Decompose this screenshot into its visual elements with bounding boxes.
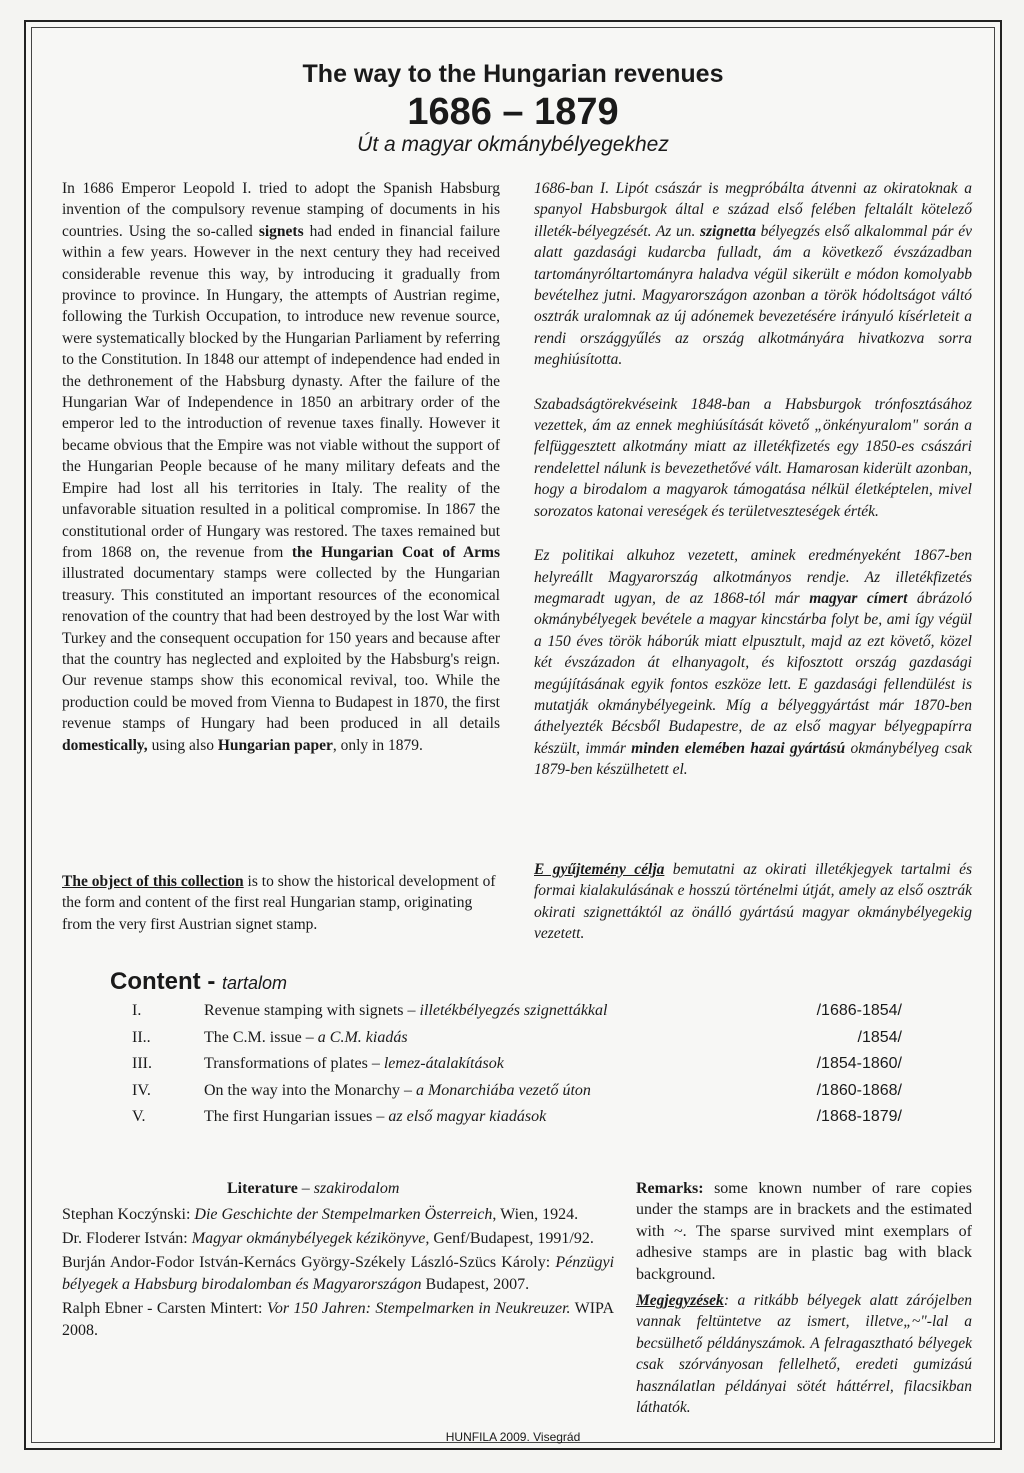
table-of-contents [132, 1002, 902, 1135]
literature-heading: Literature – szakirodalom [227, 1180, 400, 1197]
hungarian-paragraph-2: Szabadságtörekvéseink 1848-ban a Habsburgok trónfosztásához vezettek, ám az ennek meghiúsítását követő „önkényuralom" során a felfüggesztett alkotmány miatt az illetékfizetés egy 1850-es császári rendelettel nálunk is bevezethetővé vált. Hamarosan kiderült azonban, hogy a birodalom a magyarok támogatása nélkül életképtelen, mivel sorozatos katonai vereségek és területveszteségek érték. [534, 395, 972, 520]
remarks-en: Remarks: some known number of rare copies under the stamps are in brackets and the estimated with ~. The sparse survived mint exemplars of adhesive stamps are in plastic bag with black background. [636, 1180, 972, 1283]
hungarian-paragraph-3: Ez politikai alkuhoz vezetett, aminek eredményeként 1867-ben helyreállt Magyarország alkotmányos rendje. Az illetékfizetés megmaradt ugyan, de az 1868-tól már magyar címert ábrázoló okmánybélyegek bevétele a magyar kincstárba folyt be, ami így végül a 150 éves török háborúk miatt elpusztult, majd az ezt követő, közel két évszázadon át elhanyagolt, és kifosztott ország gazdasági megújításának egyik fontos eszköze lett. E gazdasági fellendülést is mutatják okmánybélyegeink. Míg a bélyeggyártást már 1870-ben áthelyezték Bécsből Budapestre, de az első magyar bélyegpapírra készült, immár minden elemében hazai gyártású okmánybélyeg csak 1879-ben készülhetett el. [534, 547, 972, 779]
toc-item: IV. On the way into the Monarchy – a Monarchiába vezető úton /1860-1868/ [132, 1081, 902, 1099]
literature-list [62, 1204, 614, 1344]
year-range: 1686 – 1879 [407, 91, 619, 133]
toc-item: III. Transformations of plates – lemez-átalakítások /1854-1860/ [132, 1055, 902, 1072]
page-subtitle: Út a magyar okmánybélyegekhez [357, 133, 669, 156]
toc-item: I. Revenue stamping with signets – illetékbélyegzés szignettákkal /1686-1854/ [132, 1002, 902, 1019]
page-title: The way to the Hungarian revenues [302, 60, 724, 88]
literature-entry: Dr. Floderer István: Magyar okmánybélyegek kézikönyve, Genf/Budapest, 1991/92. [62, 1230, 594, 1247]
collection-object-en: The object of this collection is to show the historical development of the form and content of the first real Hungarian stamp, originating from the very first Austrian signet stamp. [62, 873, 496, 933]
collection-object-hu: E gyűjtemény célja bemutatni az okirati illetékjegyek tartalmi és formai kialakulásának e hosszú történelmi útját, amely az első osztrák okirati szignettáktól az önálló gyártású magyar okmánybélyegekig vezetett. [534, 861, 972, 943]
literature-entry: Ralph Ebner - Carsten Mintert: Vor 150 Jahren: Stempelmarken in Neukreuzer. WIPA 2008. [62, 1300, 614, 1339]
literature-entry: Burján Andor-Fodor István-Kernács György-Székely László-Szücs Károly: Pénzügyi bélyegek a Habsburg birodalomban és Magyarországon Budapest, 2007. [62, 1254, 615, 1293]
hungarian-paragraph-1: 1686-ban I. Lipót császár is megpróbálta átvenni az okiratoknak a spanyol Habsburgok által e század első felében feltalált kötelező illeték-bélyegzését. Az un. szignetta bélyegzés első alkalommal pár év alatt gazdasági kudarcba fulladt, ám a következő évszázadban tartományróltartományra haladva végül sikerült e módon komolyabb bevételhez jutni. Magyarországon azonban a török hódoltságot váltó osztrák uralomnak az új adónemek bevezetésére irányuló kísérleteit a rendi országgyűlés az ország alkotmányára hivatkozva sorra meghiúsította. [534, 180, 972, 369]
inner-frame [31, 27, 995, 1443]
english-paragraph: In 1686 Emperor Leopold I. tried to adopt the Spanish Habsburg invention of the compulsory revenue stamping of documents in his countries. Using the so-called signets had ended in financial failure within a few years. However in the next century they had received considerable revenue this way, by introducing it gradually from province to province. In Hungary, the attempts of Austrian regime, following the Turkish Occupation, to introduce new revenue source, were systematically blocked by the Hungarian Parliament by referring to the Constitution. In 1848 our attempt of independence had ended in the dethronement of the Habsburg dynasty. After the failure of the Hungarian War of Independence in 1850 an arbitrary order of the emperor led to the introduction of revenue taxes finally. However it became obvious that the Empire was not viable without the support of the Hungarian People because of he many military defeats and the Empire had lost all his territories in Italy. The reality of the unfavorable situation resulted in a political compromise. In 1867 the constitutional order of Hungary was restored. The taxes remained but from 1868 on, the revenue from the Hungarian Coat of Arms illustrated documentary stamps were collected by the Hungarian treasury. This constituted an important resources of the economical renovation of the country that had been destroyed by the lost War with Turkey and the consequent occupation for 150 years and because after that the country has neglected and exploited by the Habsburg's reign. Our revenue stamps show this economical revival, too. While the production could be moved from Vienna to Budapest in 1870, the first revenue stamps of Hungary had been produced in all details domestically, using also Hungarian paper, only in 1879. [62, 180, 500, 754]
content-heading: Content - tartalom [110, 968, 288, 995]
footer-text: HUNFILA 2009. Visegrád [445, 1430, 581, 1444]
literature-entry: Stephan Koczýnski: Die Geschichte der Stempelmarken Österreich, Wien, 1924. [62, 1206, 579, 1223]
english-column [62, 178, 500, 756]
exhibit-page [24, 20, 1002, 1450]
toc-item: II.. The C.M. issue – a C.M. kiadás /1854/ [132, 1028, 902, 1046]
remarks-hu: Megjegyzések: a ritkább bélyegek alatt zárójelben vannak feltüntetve az ismert, illetve„~"-lal a becsülhető példányszámok. A felragasztható bélyegek csak szórványosan fellelhető, eredeti gumizású használatlan példányai sötét háttérrel, filacsikban láthatók. [636, 1292, 972, 1417]
hungarian-column [534, 178, 972, 781]
toc-item: V. The first Hungarian issues – az első magyar kiadások /1868-1879/ [132, 1108, 902, 1125]
